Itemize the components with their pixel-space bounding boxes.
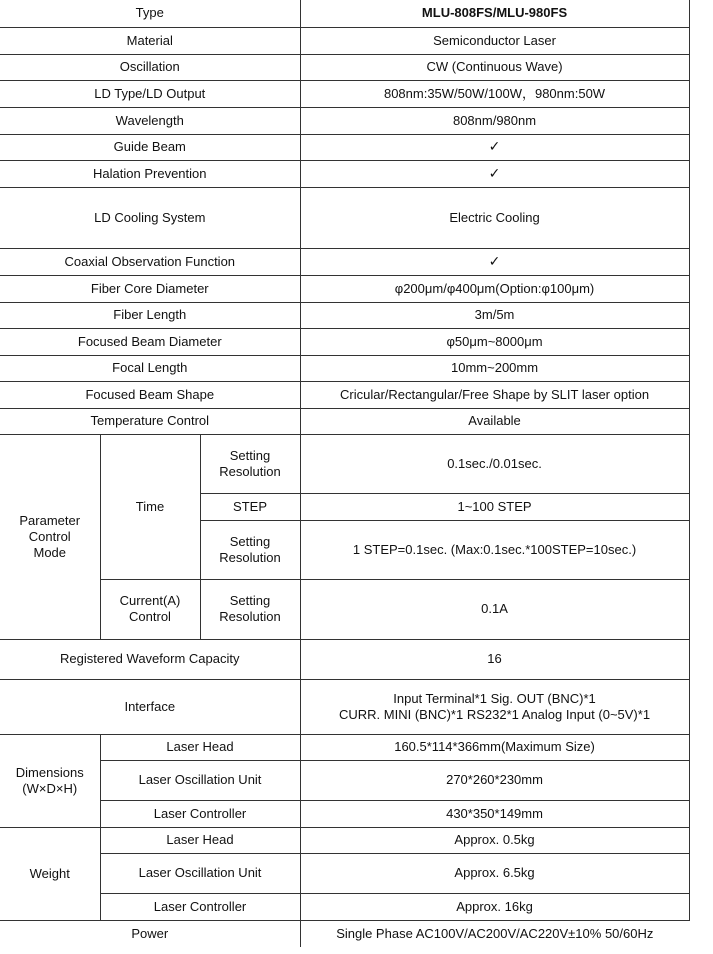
spec-value: Cricular/Rectangular/Free Shape by SLIT laser option	[300, 381, 689, 408]
spec-row-halation	[0, 160, 689, 187]
spec-label: Focused Beam Diameter	[0, 328, 300, 355]
spec-row-temperature	[0, 408, 689, 434]
type-value: MLU-808FS/MLU-980FS	[300, 0, 689, 27]
spec-sublabel: STEP	[200, 493, 300, 520]
weight-label: Weight	[0, 827, 100, 920]
spec-row-ld-cooling	[0, 187, 689, 248]
spec-value: Available	[300, 408, 689, 434]
spec-value: Semiconductor Laser	[300, 27, 689, 54]
spec-value: 0.1A	[300, 579, 689, 639]
spec-row-waveform-capacity	[0, 639, 689, 679]
spec-row-guide-beam	[0, 134, 689, 160]
spec-value: φ50μm~8000μm	[300, 328, 689, 355]
spec-value: Approx. 16kg	[300, 893, 689, 920]
dimensions-row-1	[0, 734, 689, 760]
spec-row-fiber-core	[0, 275, 689, 302]
spec-sublabel: Laser Oscillation Unit	[100, 760, 300, 800]
spec-value: 808nm/980nm	[300, 107, 689, 134]
spec-value: 0.1sec./0.01sec.	[300, 434, 689, 493]
spec-row-beam-diameter	[0, 328, 689, 355]
spec-row-power	[0, 920, 689, 947]
spec-sublabel: Setting Resolution	[200, 579, 300, 639]
spec-label: Registered Waveform Capacity	[0, 639, 300, 679]
spec-value: Single Phase AC100V/AC200V/AC220V±10% 50/60Hz	[300, 920, 689, 947]
param-control-label: Parameter Control Mode	[0, 434, 100, 639]
spec-sublabel: Laser Controller	[100, 893, 300, 920]
dimensions-row-2	[0, 760, 689, 800]
spec-value: Electric Cooling	[300, 187, 689, 248]
spec-label: Oscillation	[0, 54, 300, 80]
spec-row-beam-shape	[0, 381, 689, 408]
spec-value: 1~100 STEP	[300, 493, 689, 520]
dimensions-row-3	[0, 800, 689, 827]
spec-value: Input Terminal*1 Sig. OUT (BNC)*1 CURR. MINI (BNC)*1 RS232*1 Analog Input (0~5V)*1	[300, 679, 689, 734]
spec-value: 430*350*149mm	[300, 800, 689, 827]
dimensions-label: Dimensions (W×D×H)	[0, 734, 100, 827]
check-icon: ✓	[300, 248, 689, 275]
param-current-row	[0, 579, 689, 639]
spec-row-focal-length	[0, 355, 689, 381]
spec-row-interface	[0, 679, 689, 734]
spec-sublabel: Setting Resolution	[200, 520, 300, 579]
spec-row-oscillation	[0, 54, 689, 80]
spec-label: Material	[0, 27, 300, 54]
spec-value: φ200μm/φ400μm(Option:φ100μm)	[300, 275, 689, 302]
spec-sublabel: Laser Oscillation Unit	[100, 853, 300, 893]
spec-label: Fiber Core Diameter	[0, 275, 300, 302]
spec-value: 10mm~200mm	[300, 355, 689, 381]
spec-value: Approx. 0.5kg	[300, 827, 689, 853]
spec-value: Approx. 6.5kg	[300, 853, 689, 893]
spec-label: Fiber Length	[0, 302, 300, 328]
spec-value: 16	[300, 639, 689, 679]
spec-label: Focused Beam Shape	[0, 381, 300, 408]
spec-label: LD Type/LD Output	[0, 80, 300, 107]
spec-value: 3m/5m	[300, 302, 689, 328]
weight-row-3	[0, 893, 689, 920]
spec-sublabel: Laser Head	[100, 734, 300, 760]
spec-label: Coaxial Observation Function	[0, 248, 300, 275]
spec-value: 160.5*114*366mm(Maximum Size)	[300, 734, 689, 760]
spec-label: Temperature Control	[0, 408, 300, 434]
weight-row-1	[0, 827, 689, 853]
current-control-label: Current(A) Control	[100, 579, 200, 639]
spec-label: LD Cooling System	[0, 187, 300, 248]
spec-label: Guide Beam	[0, 134, 300, 160]
spec-value: 270*260*230mm	[300, 760, 689, 800]
spec-value: 808nm:35W/50W/100W，980nm:50W	[300, 80, 689, 107]
spec-row-ld-type	[0, 80, 689, 107]
spec-label: Focal Length	[0, 355, 300, 381]
spec-row-material	[0, 27, 689, 54]
spec-label: Interface	[0, 679, 300, 734]
spec-row-type	[0, 0, 689, 27]
spec-label: Wavelength	[0, 107, 300, 134]
spec-sublabel: Laser Head	[100, 827, 300, 853]
spec-sublabel: Laser Controller	[100, 800, 300, 827]
spec-label: Halation Prevention	[0, 160, 300, 187]
spec-row-wavelength	[0, 107, 689, 134]
spec-sublabel: Setting Resolution	[200, 434, 300, 493]
param-time-row-1	[0, 434, 689, 493]
spec-row-coaxial	[0, 248, 689, 275]
weight-row-2	[0, 853, 689, 893]
check-icon: ✓	[300, 160, 689, 187]
spec-row-fiber-length	[0, 302, 689, 328]
spec-value: CW (Continuous Wave)	[300, 54, 689, 80]
spec-label: Power	[0, 920, 300, 947]
time-label: Time	[100, 434, 200, 579]
spec-value: 1 STEP=0.1sec. (Max:0.1sec.*100STEP=10sec.)	[300, 520, 689, 579]
check-icon: ✓	[300, 134, 689, 160]
type-label: Type	[0, 0, 300, 27]
